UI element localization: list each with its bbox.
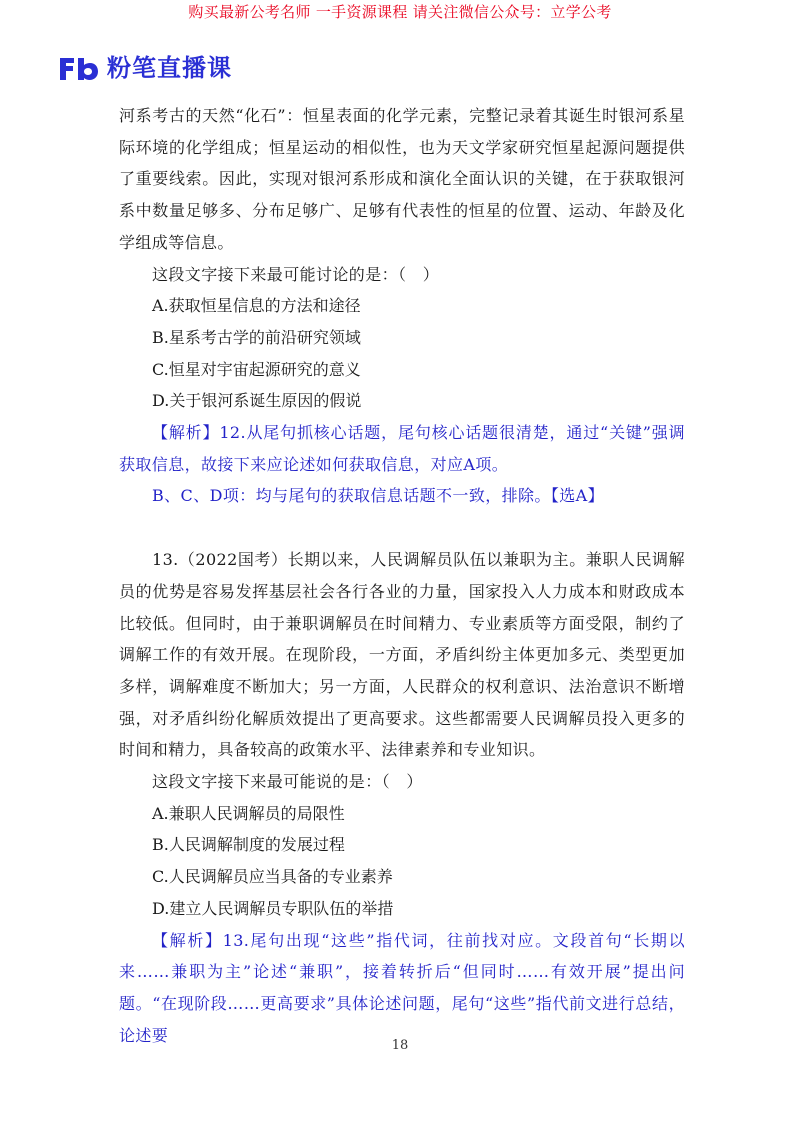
q12-option-c: C.恒星对宇宙起源研究的意义: [152, 359, 361, 379]
q12-analysis: 【解析】12.从尾句抓核心话题，尾句核心话题很清楚，通过“关键”强调获取信息，故接下来应论述如何获取信息，对应A项。: [119, 423, 685, 474]
q13-option-d: D.建立人民调解员专职队伍的举措: [152, 898, 394, 918]
q13-analysis: 【解析】13.尾句出现“这些”指代词，往前找对应。文段首句“长期以来……兼职为主”论述“兼职”，接着转折后“但同时……有效开展”提出问题。“在现阶段……更高要求”具体论述问题，尾句“这些”指代前文进行总结，论述要: [119, 930, 685, 1045]
page-number: 18: [391, 1038, 409, 1053]
brand-name: 粉笔直播课: [107, 54, 232, 82]
q12-stem: 这段文字接下来最可能讨论的是：（ ）: [152, 264, 440, 284]
fenbi-logo-icon: [57, 54, 99, 82]
q13-option-c: C.人民调解员应当具备的专业素养: [152, 867, 393, 887]
q12-option-d: D.关于银河系诞生原因的假说: [152, 391, 362, 411]
q13-passage: 13.（2022国考）长期以来，人民调解员队伍以兼职为主。兼职人民调解员的优势是容易发挥基层社会各行各业的力量，国家投入人力成本和财政成本比较低。但同时，由于兼职调解员在时间精力、专业素质等方面受限，制约了调解工作的有效开展。在现阶段，一方面，矛盾纠纷主体更加多元、类型更加多样，调解难度不断加大；另一方面，人民群众的权利意识、法治意识不断增强，对矛盾纠纷化解质效提出了更高要求。这些都需要人民调解员投入更多的时间和精力，具备较高的政策水平、法律素养和专业知识。: [119, 550, 685, 760]
q13-stem: 这段文字接下来最可能说的是：（ ）: [152, 772, 423, 792]
brand-header: [57, 52, 232, 84]
q12-option-a: A.获取恒星信息的方法和途径: [152, 296, 361, 316]
document-body: [119, 100, 685, 1051]
q12-option-b: B.星系考古学的前沿研究领域: [152, 327, 361, 347]
q13-option-a: A.兼职人民调解员的局限性: [152, 803, 345, 823]
top-banner: 购买最新公考名师 一手资源课程 请关注微信公众号：立学公考: [188, 3, 612, 21]
q13-option-b: B.人民调解制度的发展过程: [152, 835, 345, 855]
section-gap: [119, 512, 685, 544]
q12-analysis-conclusion: B、C、D项：均与尾句的获取信息话题不一致，排除。【选A】: [152, 486, 604, 506]
q12-passage: 河系考古的天然“化石”：恒星表面的化学元素，完整记录着其诞生时银河系星际环境的化学组成；恒星运动的相似性，也为天文学家研究恒星起源问题提供了重要线索。因此，实现对银河系形成和演化全面认识的关键，在于获取银河系中数量足够多、分布足够广、足够有代表性的恒星的位置、运动、年龄及化学组成等信息。: [119, 106, 685, 252]
